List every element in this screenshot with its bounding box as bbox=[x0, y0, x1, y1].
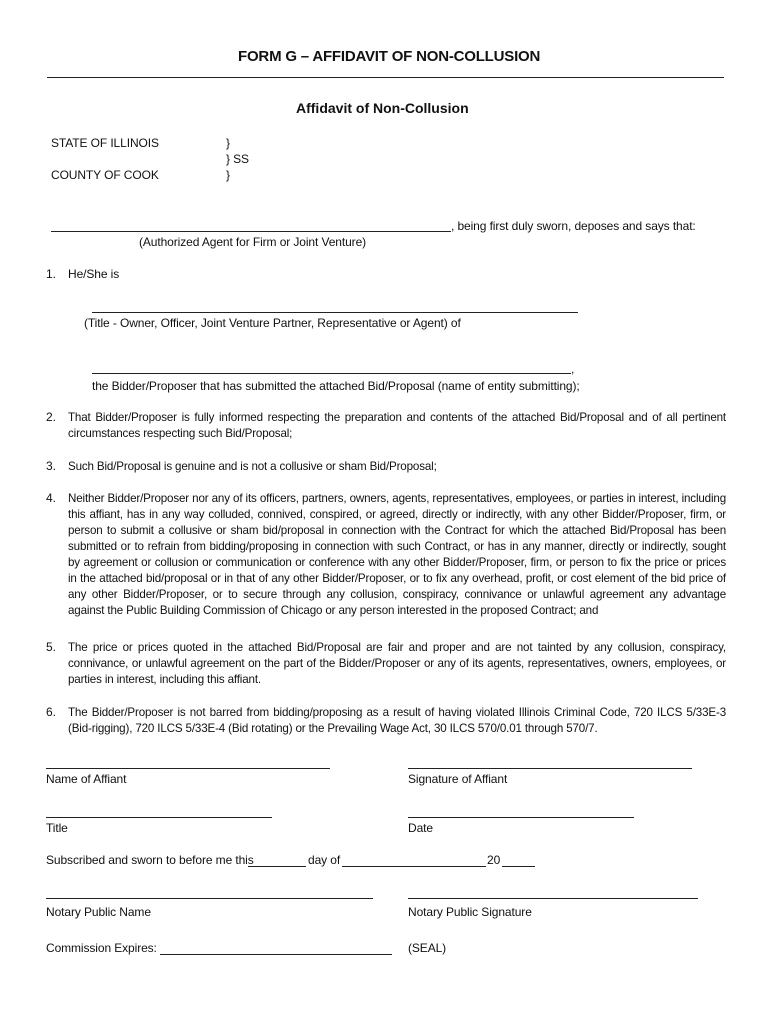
sworn-prefix: Subscribed and sworn to before me this bbox=[46, 853, 254, 867]
name-of-affiant-label: Name of Affiant bbox=[46, 772, 127, 786]
sworn-day-line[interactable] bbox=[248, 866, 306, 867]
sworn-day-of: day of bbox=[308, 853, 341, 867]
item-5-text: The price or prices quoted in the attached Bid/Proposal are fair and proper and are not tainted by any collusion, conspiracy, connivance, or unlawful agreement on the part of the Bidder/Proposer or any of its agents, representatives, owners, employees, or parties in interest, including this affiant. bbox=[68, 641, 726, 686]
notary-name-label: Notary Public Name bbox=[46, 905, 151, 919]
sworn-year-prefix: 20 bbox=[487, 853, 501, 867]
title-line[interactable] bbox=[92, 312, 578, 313]
title-rule bbox=[47, 77, 724, 78]
affiant-name-line[interactable] bbox=[51, 231, 451, 232]
entity-name-line[interactable] bbox=[92, 373, 571, 374]
commission-expires-line[interactable] bbox=[160, 954, 392, 955]
item-2-text: That Bidder/Proposer is fully informed respecting the preparation and contents of the attached Bid/Proposal and of all pertinent circumstances respecting such Bid/Proposal; bbox=[68, 411, 726, 440]
entity-line-suffix: , bbox=[571, 362, 575, 376]
venue-brace-1: } bbox=[226, 136, 230, 150]
item-4-text: Neither Bidder/Proposer nor any of its officers, partners, owners, agents, representatives, employees, or parties in interest, including this affiant, has in any way colluded, connived, conspired, or agreed, directly or indirectly, with any other Bidder/Proposer, firm, or person to submit a collusive or sham bid/proposal in connection with the Contract for which the attached Bid/Proposal has been submitted or to refrain from bidding/proposing in connection with such Contract, or has in any manner, directly or indirectly, sought by agreement or collusion or communication or conference with any other Bidder/Proposer, firm, or person to fix the price or prices in the attached bid/proposal or in that of any other Bidder/Proposer, or to fix any overhead, profit, or cost element of the bid price of any other Bidder/Proposer, or to secure through any collusion, conspiracy, connivance or unlawful agreement any advantage against the Public Building Commission of Chicago or any person interested in the proposed Contract; and bbox=[68, 492, 726, 617]
item-3-text: Such Bid/Proposal is genuine and is not a collusive or sham Bid/Proposal; bbox=[68, 460, 437, 473]
seal-label: (SEAL) bbox=[408, 941, 447, 955]
notary-signature-label: Notary Public Signature bbox=[408, 905, 532, 919]
item-6-text: The Bidder/Proposer is not barred from bidding/proposing as a result of having violated Illinois Criminal Code, 720 ILCS 5/33E-3 (Bid-rigging), 720 ILCS 5/33E-4 (Bid rotating) or the Prevailing Wage Act, 30 ILCS 570/0.01 through 570/7. bbox=[68, 706, 726, 735]
item-number: 3. bbox=[46, 459, 57, 473]
venue-brace-ss: } SS bbox=[226, 152, 249, 166]
affiant-name-signature-line[interactable] bbox=[46, 768, 330, 769]
entity-caption: the Bidder/Proposer that has submitted the attached Bid/Proposal (name of entity submitting); bbox=[92, 379, 580, 393]
item-number: 6. bbox=[46, 705, 57, 719]
title-label: Title bbox=[46, 821, 68, 835]
notary-signature-line[interactable] bbox=[408, 898, 698, 899]
commission-expires-label: Commission Expires: bbox=[46, 941, 157, 955]
venue-county: COUNTY OF COOK bbox=[51, 168, 159, 182]
venue-brace-3: } bbox=[226, 168, 230, 182]
venue-state: STATE OF ILLINOIS bbox=[51, 136, 159, 150]
affiant-line-suffix: , being first duly sworn, deposes and says that: bbox=[451, 219, 696, 233]
notary-name-line[interactable] bbox=[46, 898, 373, 899]
affiant-signature-line[interactable] bbox=[408, 768, 692, 769]
title-caption: (Title - Owner, Officer, Joint Venture Partner, Representative or Agent) of bbox=[84, 316, 461, 330]
item-number: 1. bbox=[46, 267, 57, 281]
form-title: FORM G – AFFIDAVIT OF NON-COLLUSION bbox=[238, 48, 541, 65]
affiant-line-caption: (Authorized Agent for Firm or Joint Venture) bbox=[139, 235, 367, 249]
sworn-year-line[interactable] bbox=[502, 866, 535, 867]
item-1-text: He/She is bbox=[68, 267, 120, 281]
item-number: 5. bbox=[46, 640, 57, 654]
date-signature-line[interactable] bbox=[408, 817, 634, 818]
title-signature-line[interactable] bbox=[46, 817, 272, 818]
signature-of-affiant-label: Signature of Affiant bbox=[408, 772, 508, 786]
item-number: 2. bbox=[46, 410, 57, 424]
sworn-month-line[interactable] bbox=[342, 866, 486, 867]
item-number: 4. bbox=[46, 491, 57, 505]
date-label: Date bbox=[408, 821, 433, 835]
page-subtitle: Affidavit of Non-Collusion bbox=[296, 100, 469, 116]
